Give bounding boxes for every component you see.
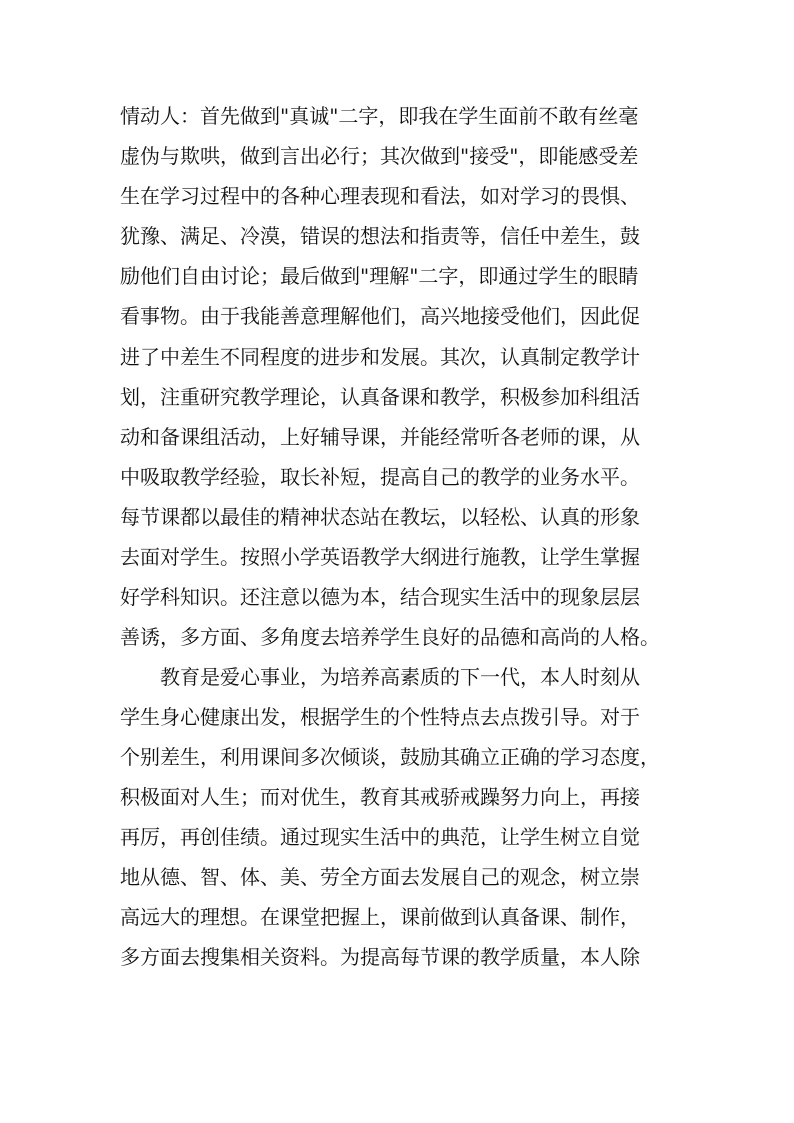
- text-line: 励他们自由讨论；最后做到"理解"二字，即通过学生的眼睛: [120, 264, 639, 288]
- text-line: 进了中差生不同程度的进步和发展。其次，认真制定教学计: [120, 345, 640, 369]
- text-line: 虚伪与欺哄，做到言出必行；其次做到"接受"，即能感受差: [120, 144, 639, 168]
- text-line: 犹豫、满足、冷漠，错误的想法和指责等，信任中差生，鼓: [120, 224, 640, 248]
- text-line: 划，注重研究教学理论，认真备课和教学，积极参加科组活: [120, 385, 640, 409]
- text-line: 好学科知识。还注意以德为本，结合现实生活中的现象层层: [120, 585, 640, 609]
- text-line: 动和备课组活动，上好辅导课，并能经常听各老师的课，从: [120, 425, 640, 449]
- text-line: 去面对学生。按照小学英语教学大纲进行施教，让学生掌握: [120, 545, 640, 569]
- paragraph-first-line: 教育是爱心事业，为培养高素质的下一代，本人时刻从: [160, 665, 640, 689]
- text-line: 中吸取教学经验，取长补短，提高自己的教学的业务水平。: [120, 465, 640, 489]
- text-line: 个别差生，利用课间多次倾谈，鼓励其确立正确的学习态度，: [120, 745, 660, 769]
- text-line: 积极面对人生；而对优生，教育其戒骄戒躁努力向上，再接: [120, 785, 640, 809]
- text-line: 地从德、智、体、美、劳全方面去发展自己的观念，树立崇: [120, 865, 640, 889]
- text-line: 每节课都以最佳的精神状态站在教坛，以轻松、认真的形象: [120, 505, 640, 529]
- text-line: 生在学习过程中的各种心理表现和看法，如对学习的畏惧、: [120, 184, 640, 208]
- text-line: 学生身心健康出发，根据学生的个性特点去点拨引导。对于: [120, 705, 640, 729]
- text-line: 再厉，再创佳绩。通过现实生活中的典范，让学生树立自觉: [120, 825, 640, 849]
- text-line: 高远大的理想。在课堂把握上，课前做到认真备课、制作，: [120, 905, 640, 929]
- text-line: 多方面去搜集相关资料。为提高每节课的教学质量，本人除: [120, 945, 640, 969]
- text-line: 情动人：首先做到"真诚"二字，即我在学生面前不敢有丝毫: [120, 104, 639, 128]
- text-line: 善诱，多方面、多角度去培养学生良好的品德和高尚的人格。: [120, 625, 660, 649]
- text-line: 看事物。由于我能善意理解他们，高兴地接受他们，因此促: [120, 304, 640, 328]
